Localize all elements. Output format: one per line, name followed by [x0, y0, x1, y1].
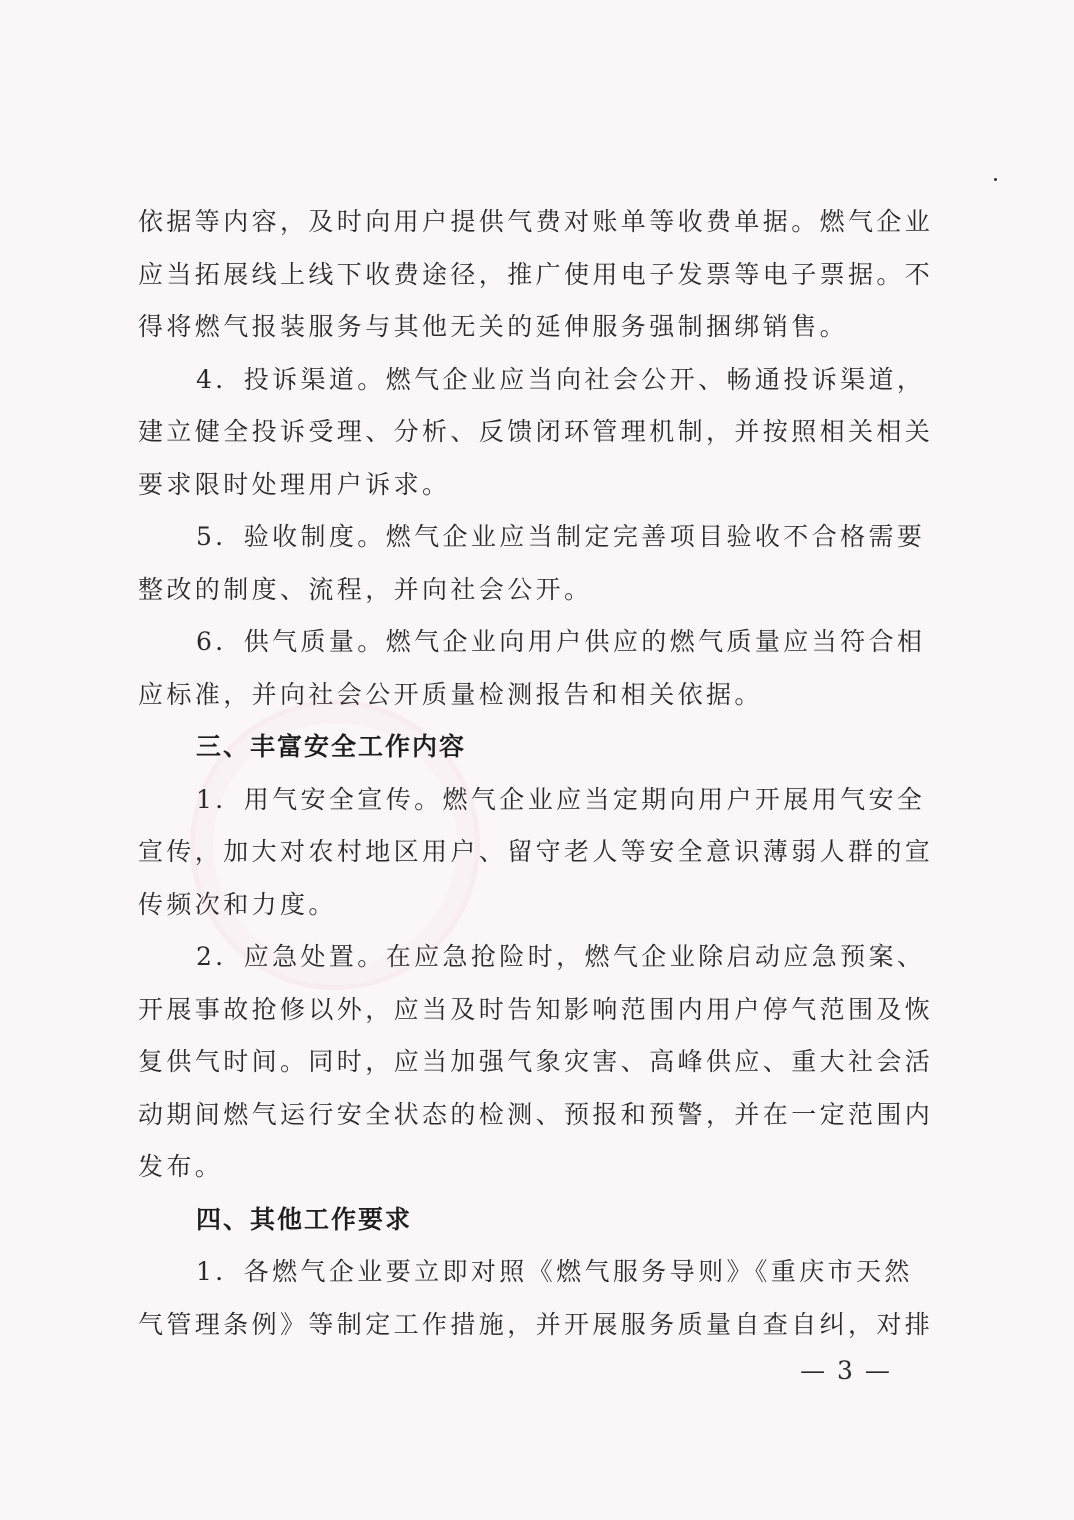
- item-1-gas-companies: 1．各燃气企业要立即对照《燃气服务导则》《重庆市天然: [196, 1257, 913, 1286]
- text-line: 依据等内容，及时向用户提供气费对账单等收费单据。燃气企业: [138, 207, 934, 236]
- text-line: 动期间燃气运行安全状态的检测、预报和预警，并在一定范围内: [138, 1099, 934, 1129]
- section-heading-3: 三、丰富安全工作内容: [196, 732, 467, 761]
- section-heading-4: 四、其他工作要求: [196, 1204, 413, 1234]
- item-4-complaint-channels: 4．投诉渠道。燃气企业应当向社会公开、畅通投诉渠道，: [196, 364, 926, 394]
- text-line: 气管理条例》等制定工作措施，并开展服务质量自查自纠，对排: [138, 1309, 934, 1339]
- text-line: 发布。: [138, 1152, 224, 1181]
- item-6-gas-quality: 6．供气质量。燃气企业向用户供应的燃气质量应当符合相: [196, 627, 926, 656]
- text-line: 开展事故抢修以外，应当及时告知影响范围内用户停气范围及恢: [138, 994, 934, 1024]
- item-2-emergency-handling: 2．应急处置。在应急抢险时，燃气企业除启动应急预案、: [196, 942, 926, 971]
- text-line: 得将燃气报装服务与其他无关的延伸服务强制捆绑销售。: [138, 312, 849, 341]
- text-line: 宣传，加大对农村地区用户、留守老人等安全意识薄弱人群的宣: [138, 837, 934, 866]
- page-number: — 3 —: [800, 1356, 892, 1385]
- body-text: [138, 196, 938, 1351]
- text-line: 传频次和力度。: [138, 889, 337, 919]
- text-line: 整改的制度、流程，并向社会公开。: [138, 574, 593, 604]
- text-line: 应当拓展线上线下收费途径，推广使用电子发票等电子票据。不: [138, 259, 934, 289]
- item-5-acceptance-system: 5．验收制度。燃气企业应当制定完善项目验收不合格需要: [196, 522, 926, 551]
- item-1-safety-publicity: 1．用气安全宣传。燃气企业应当定期向用户开展用气安全: [196, 784, 926, 814]
- text-line: 复供气时间。同时，应当加强气象灾害、高峰供应、重大社会活: [138, 1047, 934, 1076]
- scan-speck: [994, 178, 997, 181]
- text-line: 建立健全投诉受理、分析、反馈闭环管理机制，并按照相关相关: [138, 417, 934, 446]
- text-line: 要求限时处理用户诉求。: [138, 469, 451, 499]
- text-line: 应标准，并向社会公开质量检测报告和相关依据。: [138, 679, 763, 709]
